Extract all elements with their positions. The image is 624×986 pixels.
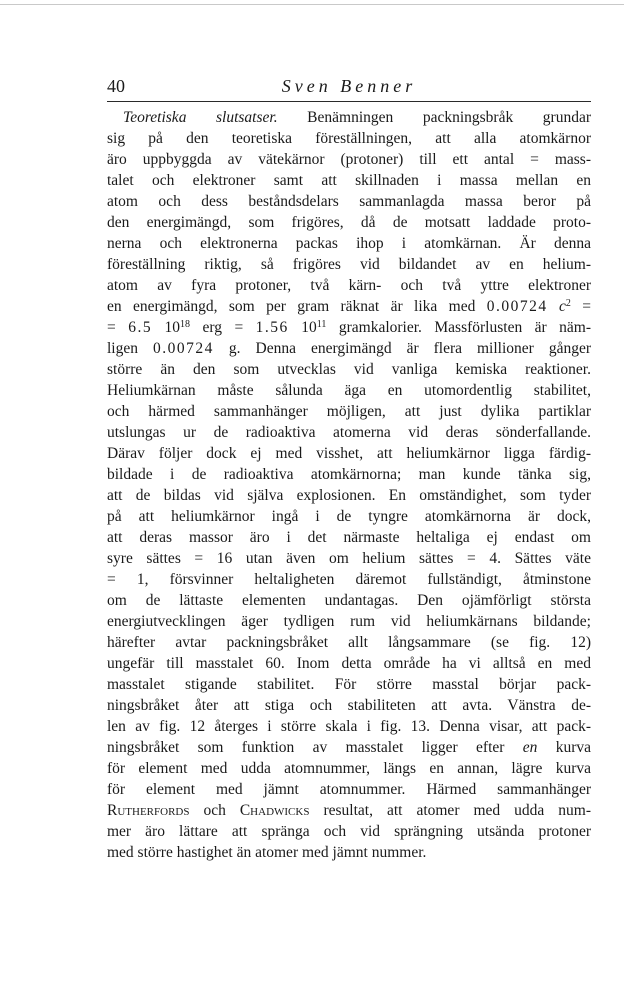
- text-line: mer äro lättare att spränga och vid sprängning utsända protoner: [107, 823, 591, 840]
- number: 1.56: [255, 319, 289, 336]
- text-line: bildade i de radioaktiva atomkärnorna; man kunde tänka sig,: [107, 466, 591, 483]
- author-name: Chadwicks: [239, 802, 310, 819]
- text-line: härefter avtar packningsbråket allt långsammare (se fig. 12): [107, 634, 591, 651]
- text-line: Heliumkärnan måste sålunda äga en utomordentlig stabilitet,: [107, 382, 591, 399]
- text-line: större än den som utvecklas vid vanliga kemiska reaktioner.: [107, 361, 591, 378]
- text-line: masstalet stigande stabilitet. För större masstal börjar pack-: [107, 676, 591, 693]
- number: 0.00724: [153, 340, 214, 357]
- text-line: på att heliumkärnor ingå i de tyngre atomkärnorna är dock,: [107, 508, 591, 525]
- text-line: Därav följer dock ej med visshet, att heliumkärnor ligga färdig-: [107, 445, 591, 462]
- text-line: för element med udda atomnummer, längs en annan, lägre kurva: [107, 760, 591, 777]
- emphasis: en: [522, 739, 538, 756]
- text-line: att deras massor äro i det närmaste heltaliga ej endast om: [107, 529, 591, 546]
- text-line: den energimängd, som frigöres, då de motsatt laddade proto-: [107, 214, 591, 231]
- body-paragraph: [107, 107, 591, 863]
- text-line: energiutvecklingen äger tydligen rum vid heliumkärnans bildande;: [107, 613, 591, 630]
- text-line: föreställning riktig, så frigöres vid bildandet av en helium-: [107, 256, 591, 273]
- text-line: len av fig. 12 återges i större skala i fig. 13. Denna visar, att pack-: [107, 718, 591, 735]
- header-rule: [107, 101, 591, 102]
- text-line: ningsbråket som funktion av masstalet ligger efter en kurva: [107, 739, 591, 756]
- text-line: en energimängd, som per gram räknat är lika med 0.00724 $c^2$ =: [107, 298, 592, 315]
- text-line: sig på den teoretiska föreställningen, att alla atomkärnor: [107, 130, 591, 147]
- number: 0.00724: [486, 298, 548, 315]
- text-line: = 1, försvinner heltaligheten däremot fullständigt, åtminstone: [107, 571, 591, 588]
- text-line: nerna och elektronerna packas ihop i atomkärnan. Är denna: [107, 235, 591, 252]
- page-number: 40: [107, 76, 125, 96]
- text-line: om de lättaste elementen undantagas. Den ojämförligt största: [107, 592, 591, 609]
- text-line: ningsbråket åter att stiga och stabiliteten att avta. Vänstra de-: [107, 697, 591, 714]
- page-header: [107, 76, 591, 98]
- text-line: äro uppbyggda av vätekärnor (protoner) till ett antal = mass-: [107, 151, 591, 168]
- number: 6.5: [128, 319, 153, 336]
- text-line: Rutherfords och Chadwicks resultat, att atomer med udda num-: [107, 802, 591, 819]
- text-line: att de bildas vid själva explosionen. En omständighet, som tyder: [107, 487, 591, 504]
- text-line: talet och elektroner samt att skillnaden i massa mellan en: [107, 172, 591, 189]
- text-line: atom och dess beståndsdelars sammanlagda massa beror på: [107, 193, 591, 210]
- text-line: och härmed sammanhänger möjligen, att just dylika partiklar: [107, 403, 591, 420]
- text-line: atom av fyra protoner, två kärn- och två yttre elektroner: [107, 277, 591, 294]
- author-name: Rutherfords: [107, 802, 190, 819]
- top-edge-rule: [0, 4, 624, 5]
- text-line: med större hastighet än atomer med jämnt nummer.: [107, 844, 427, 861]
- text-line: = 6.5 $10^{18}$ erg = 1.56 $10^{11}$ gramkalorier. Massförlusten är näm-: [107, 319, 592, 336]
- text-line: ungefär till masstalet 60. Inom detta område ha vi alltså en med: [107, 655, 591, 672]
- text-line: Teoretiska slutsatser. Benämningen packningsbråk grundar: [123, 109, 591, 126]
- section-heading: Teoretiska slutsatser.: [123, 109, 278, 126]
- text-line: ligen 0.00724 g. Denna energimängd är flera millioner gånger: [107, 340, 591, 357]
- text-line: för element med jämnt atomnummer. Härmed sammanhänger: [107, 781, 591, 798]
- running-head: Sven Benner: [281, 76, 417, 96]
- text-line: syre sättes = 16 utan även om helium sättes = 4. Sättes väte: [107, 550, 591, 567]
- text-line: utslungas ur de radioaktiva atomerna vid deras sönderfallande.: [107, 424, 591, 441]
